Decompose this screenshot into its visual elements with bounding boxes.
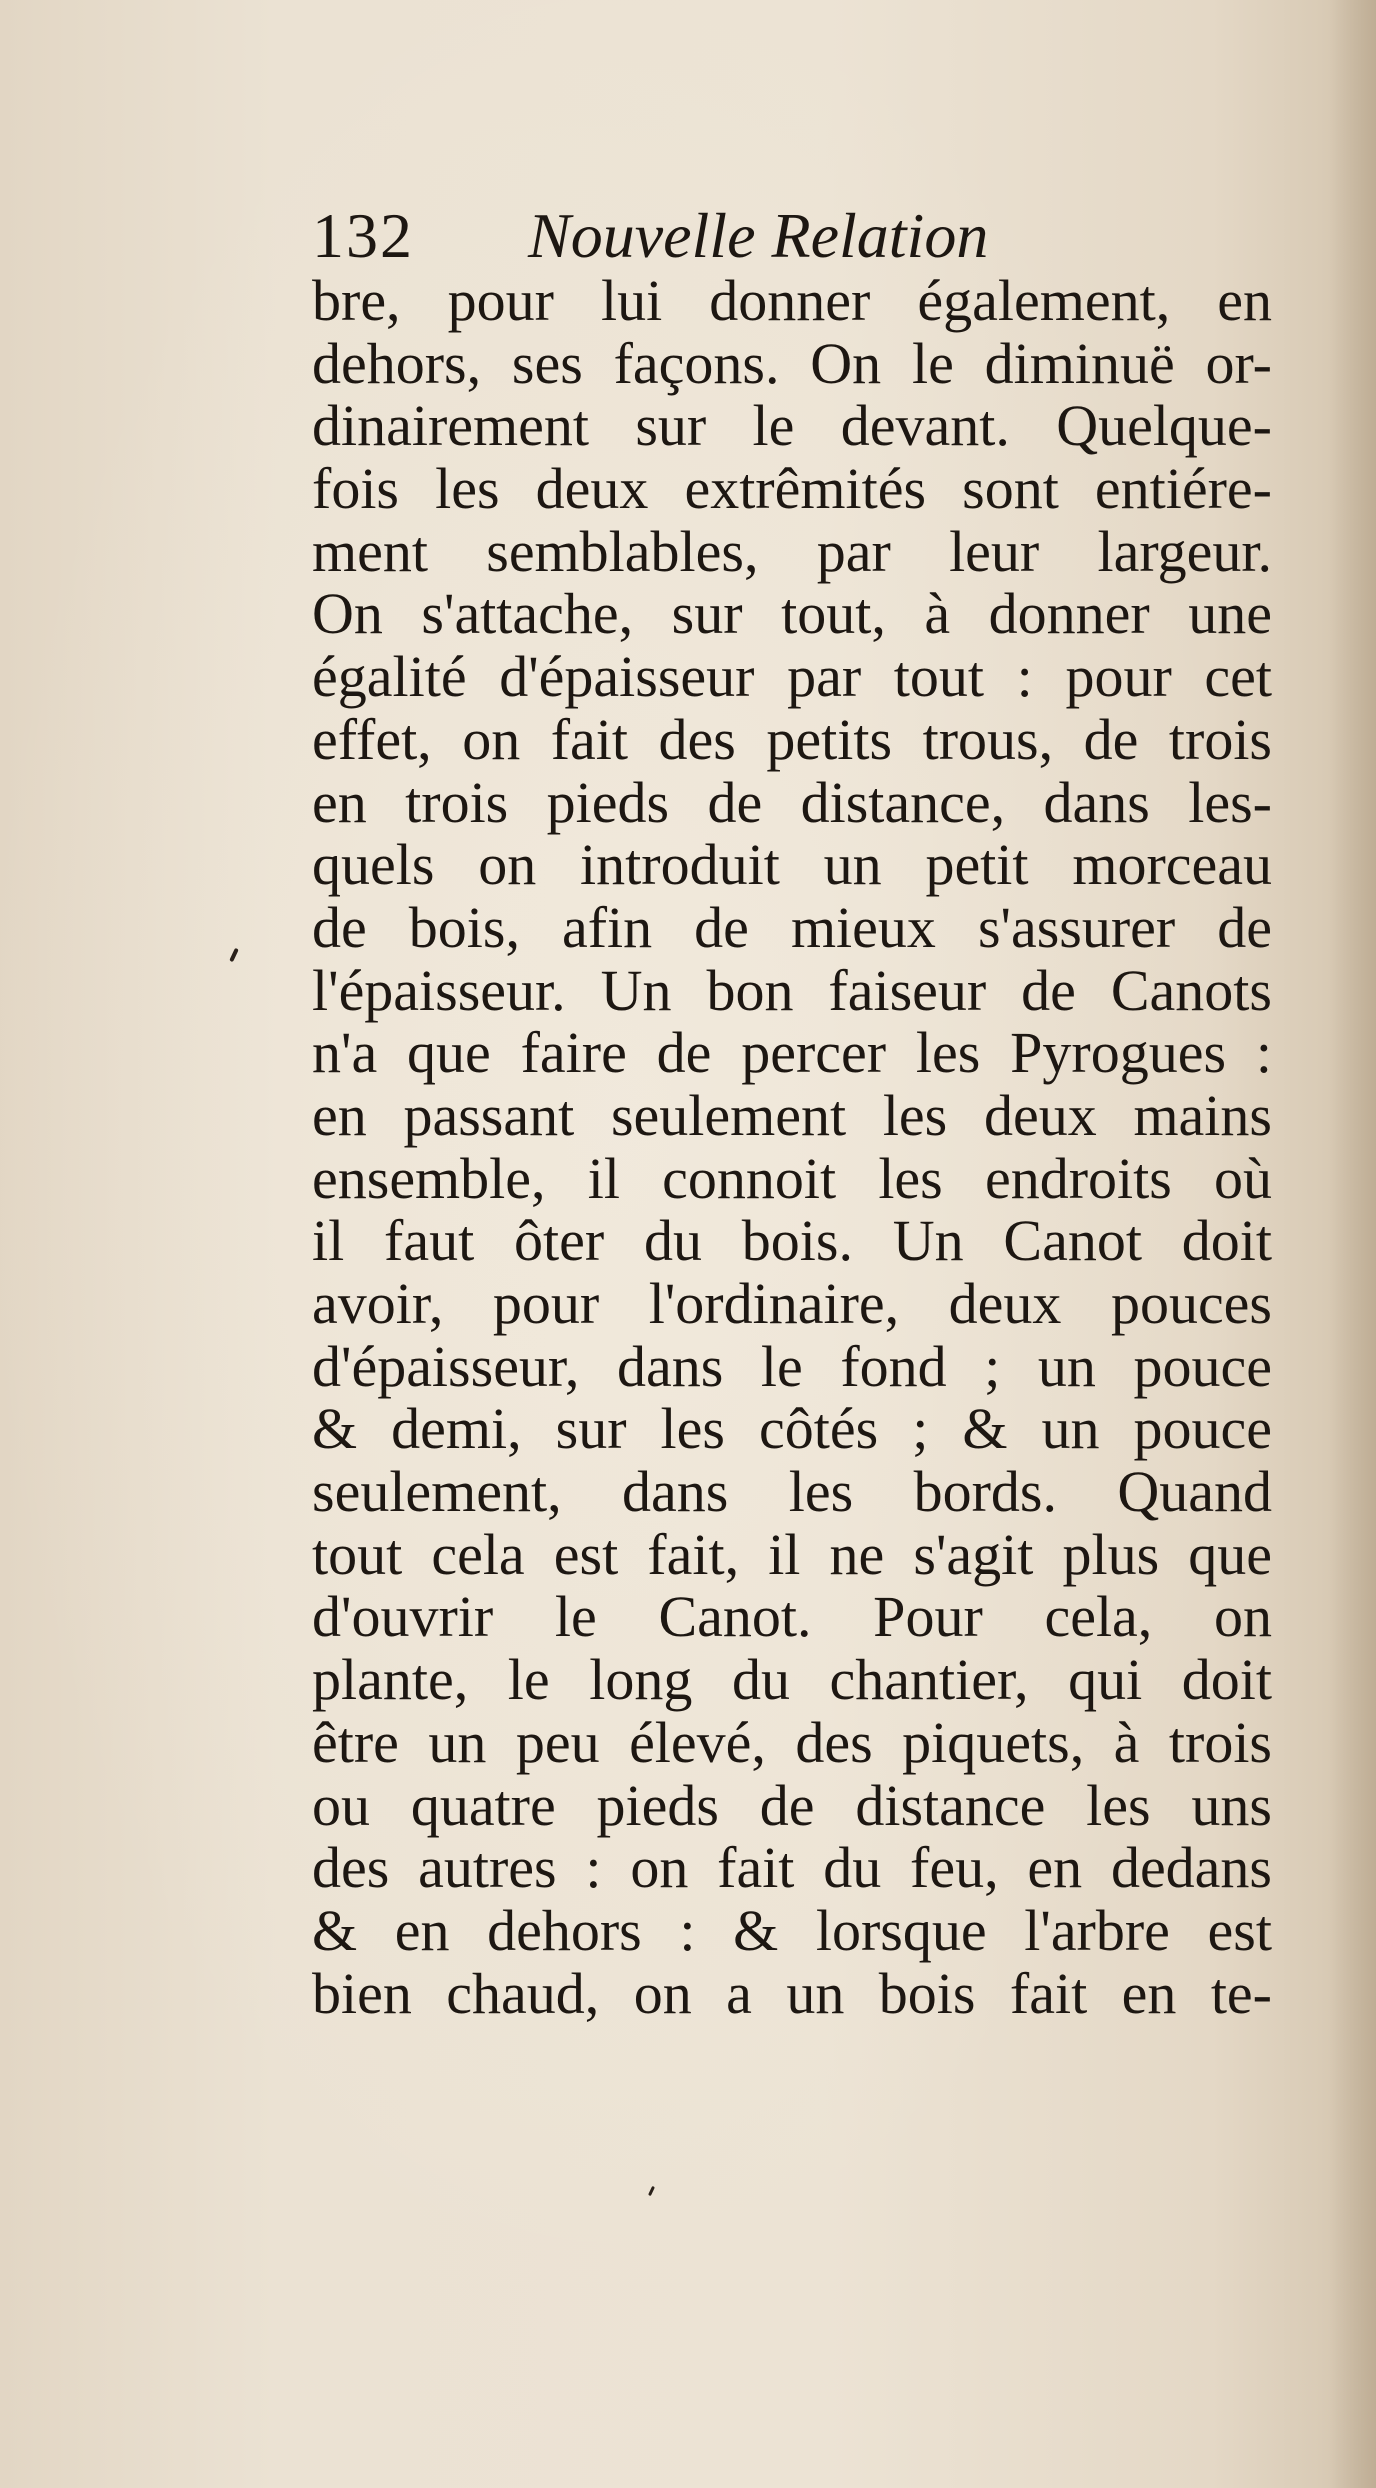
running-title: Nouvelle Relation: [528, 200, 989, 271]
text-line: effet, on fait des petits trous, de trois: [312, 706, 1272, 772]
ink-speck: [648, 2186, 655, 2196]
text-line: en trois pieds de distance, dans les-: [312, 769, 1272, 835]
text-line: d'épaisseur, dans le fond ; un pouce: [312, 1333, 1272, 1399]
page-number: 132: [312, 200, 414, 271]
text-line: plante, le long du chantier, qui doit: [312, 1647, 1272, 1713]
text-line: quels on introduit un petit morceau: [312, 832, 1272, 898]
ink-speck: [229, 948, 239, 962]
page-gutter-shadow: [1330, 0, 1376, 2488]
body-text: [312, 270, 1272, 2025]
text-line: bien chaud, on a un bois fait en te-: [312, 1960, 1272, 2026]
text-line: tout cela est fait, il ne s'agit plus que: [312, 1521, 1272, 1587]
text-line: On s'attache, sur tout, à donner une: [312, 581, 1272, 647]
text-line: bre, pour lui donner également, en: [312, 268, 1272, 333]
text-line: de bois, afin de mieux s'assurer de: [312, 894, 1272, 960]
text-line: en passant seulement les deux mains: [312, 1082, 1272, 1148]
text-line: dehors, ses façons. On le diminuë or-: [312, 330, 1272, 396]
text-line: il faut ôter du bois. Un Canot doit: [312, 1208, 1272, 1274]
text-line: être un peu élevé, des piquets, à trois: [312, 1709, 1272, 1775]
text-line: l'épaisseur. Un bon faiseur de Canots: [312, 957, 1272, 1023]
text-line: avoir, pour l'ordinaire, deux pouces: [312, 1271, 1272, 1336]
page-header: [312, 196, 1052, 276]
text-line: des autres : on fait du feu, en dedans: [312, 1835, 1272, 1901]
text-line: ment semblables, par leur largeur.: [312, 518, 1272, 584]
text-line: & en dehors : & lorsque l'arbre est: [312, 1897, 1272, 1963]
text-line: égalité d'épaisseur par tout : pour cet: [312, 644, 1272, 710]
text-line: ou quatre pieds de distance les uns: [312, 1772, 1272, 1838]
text-line: & demi, sur les côtés ; & un pouce: [312, 1396, 1272, 1462]
text-line: d'ouvrir le Canot. Pour cela, on: [312, 1584, 1272, 1650]
text-line: n'a que faire de percer les Pyrogues :: [312, 1020, 1272, 1086]
text-line: ensemble, il connoit les endroits où: [312, 1145, 1272, 1211]
text-line: fois les deux extrêmités sont entiére-: [312, 456, 1272, 522]
text-line: dinairement sur le devant. Quelque-: [312, 393, 1272, 459]
text-line: seulement, dans les bords. Quand: [312, 1459, 1272, 1525]
